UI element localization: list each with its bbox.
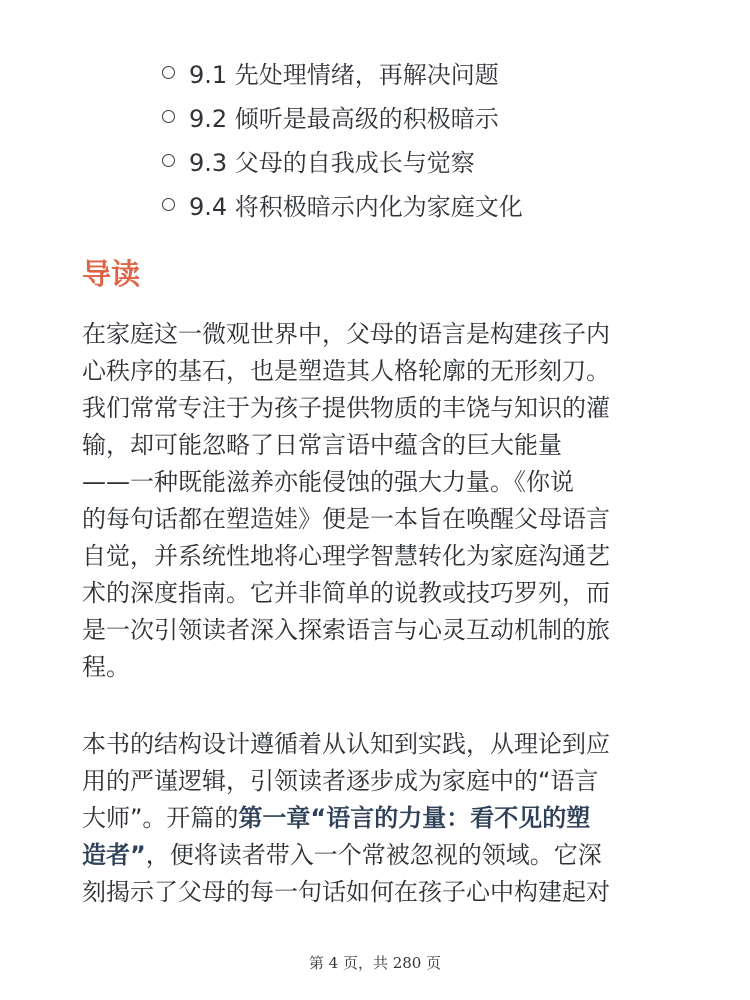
- toc-item-label: 9.2 倾听是最高级的积极暗示: [189, 104, 499, 133]
- paragraph-line: [82, 800, 610, 837]
- paragraph-line: 术的深度指南。它并非简单的说教或技巧罗列，而: [82, 579, 610, 607]
- paragraph-line: 刻揭示了父母的每一句话如何在孩子心中构建起对: [82, 878, 610, 906]
- page-number-footer: 第 4 页，共 280 页: [308, 954, 442, 972]
- toc-item[interactable]: [162, 182, 523, 226]
- paragraph-line: 我们常常专注于为孩子提供物质的丰饶与知识的灌: [82, 394, 610, 422]
- paragraph-line: 用的严谨逻辑，引领读者逐步成为家庭中的“语言: [82, 767, 599, 795]
- hollow-circle-bullet-icon: [162, 66, 175, 79]
- paragraph-line: 自觉，并系统性地将心理学智慧转化为家庭沟通艺: [82, 542, 610, 570]
- table-of-contents: [162, 50, 523, 226]
- paragraph-line: 心秩序的基石，也是塑造其人格轮廓的无形刻刀。: [82, 357, 610, 385]
- chapter-highlight: 造者”: [82, 841, 146, 869]
- toc-item-label: 9.3 父母的自我成长与觉察: [189, 148, 475, 177]
- hollow-circle-bullet-icon: [162, 154, 175, 167]
- paragraph-line: 程。: [82, 653, 130, 681]
- paragraph-line: 本书的结构设计遵循着从认知到实践，从理论到应: [82, 730, 610, 758]
- paragraph-line: 输，却可能忽略了日常言语中蕴含的巨大能量: [82, 431, 562, 459]
- toc-item-label: 9.1 先处理情绪，再解决问题: [189, 60, 499, 89]
- chapter-highlight: 第一章“语言的力量：看不见的塑: [238, 804, 591, 832]
- paragraph-text: ，便将读者带入一个常被忽视的领域。它深: [145, 841, 602, 869]
- toc-item-label: 9.4 将积极暗示内化为家庭文化: [189, 192, 523, 221]
- section-heading: 导读: [82, 257, 141, 291]
- intro-paragraph: [82, 316, 610, 686]
- hollow-circle-bullet-icon: [162, 198, 175, 211]
- toc-item[interactable]: [162, 50, 523, 94]
- paragraph-line: 的每句话都在塑造娃》便是一本旨在唤醒父母语言: [82, 505, 610, 533]
- toc-item[interactable]: [162, 138, 523, 182]
- paragraph-line: 是一次引领读者深入探索语言与心灵互动机制的旅: [82, 616, 610, 644]
- paragraph-line: 在家庭这一微观世界中，父母的语言是构建孩子内: [82, 320, 610, 348]
- paragraph-text: 大师”。开篇的: [82, 804, 239, 832]
- paragraph-line: [82, 837, 610, 874]
- paragraph-line: ——一种既能滋养亦能侵蚀的强大力量。《你说: [82, 468, 574, 496]
- structure-paragraph: [82, 726, 610, 911]
- hollow-circle-bullet-icon: [162, 110, 175, 123]
- toc-item[interactable]: [162, 94, 523, 138]
